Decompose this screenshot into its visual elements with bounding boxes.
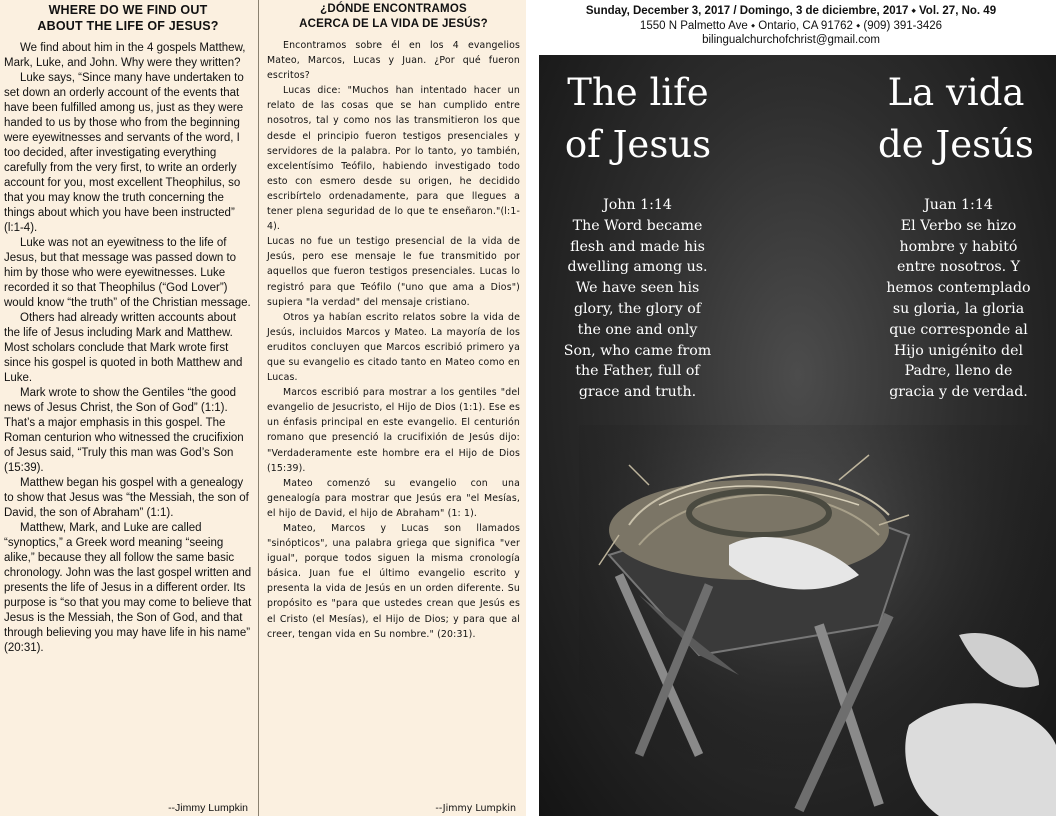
spanish-paragraph: Mateo comenzó su evangelio con una genealogía para mostrar que Jesús era "el Mesías, el hijo de David, el hijo de Abraham" (1: 1). — [267, 477, 520, 519]
spanish-signature: --Jimmy Lumpkin — [435, 803, 516, 814]
spanish-paragraph: Otros ya habían escrito relatos sobre la vida de Jesús, incluidos Marcos y Mateo. La mayoría de los eruditos concluyen que Marcos escribió primero ya que su evangelio es citado tanto en Mateo como en Lucas. — [267, 311, 520, 384]
masthead-address: 1550 N Palmetto Ave ⬩ Ontario, CA 91762 ⬩ (909) 391-3426 — [639, 19, 943, 32]
english-paragraph: Matthew began his gospel with a genealogy to show that Jesus was “the Messiah, the son of David, the son of Abraham” (1:1). — [4, 477, 249, 519]
verse-english: John 1:14 The Word became flesh and made his dwelling among us. We have seen his glory, the glory of the one and only Son, who came from the Father, full of grace and truth. — [563, 197, 712, 401]
spanish-paragraph: Mateo, Marcos y Lucas son llamados "sinópticos", una palabra griega que significa "ver igual", porque todos siguen la misma cronología básica. Juan fue el último evangelio escrito y presenta la vida de Jesús en un orden diferente. Su propósito es "para que ustedes crean que Jesús es el Cristo (el Mesías), el Hijo de Dios; y para que al creer, tengan vida en Su nombre." (20:31). — [267, 523, 520, 640]
cover-photo — [539, 55, 1056, 816]
spanish-article — [258, 0, 526, 816]
english-paragraph: Matthew, Mark, and Luke are called “synoptics,” a Greek word meaning “seeing alike,” because they all follow the same basic chronology. John was the last gospel written and presents the life of Jesus in a different order. Its purpose is “so that you may come to believe that Jesus is the Messiah, the Son of God, and that through believing you may have life in his name” (20:31). — [4, 522, 252, 654]
english-heading: WHERE DO WE FIND OUT ABOUT THE LIFE OF JESUS? — [37, 3, 219, 33]
manger-illustration — [579, 425, 1056, 816]
spanish-paragraph: Encontramos sobre él en los 4 evangelios Mateo, Marcos, Lucas y Juan. ¿Por qué fueron escritos? — [267, 40, 520, 82]
masthead — [526, 0, 1056, 48]
spanish-paragraph: Lucas dice: "Muchos han intentado hacer un relato de las cosas que se han cumplido entre nosotros, tal y como nos las transmitieron los que desde el principio fueron testigos presenciales y servidores de la palabra. Por lo tanto, yo también, excelentísimo Teófilo, habiendo investigado todo esto con esmero desde su origen, he decidido escribírtelo ordenadamente, para que llegues a tener plena seguridad de lo que te enseñaron."(l:1-4). — [267, 85, 520, 233]
english-paragraph: Mark wrote to show the Gentiles “the good news of Jesus Christ, the Son of God” (1:1). That’s a major emphasis in this gospel. The Roman centurion who witnessed the crucifixion of Jesus said, “Truly this man was God’s Son (15:39). — [4, 387, 244, 474]
english-paragraph: Luke says, “Since many have undertaken to set down an orderly account of the events that have been fulfilled among us, just as they were handed to us by those who from the beginning were eyewitnesses and servants of the word, I too decided, after investigating everything carefully from the very first, to write an orderly account for you, most excellent Theophilus, so that you may know the truth concerning the things about which you have been instructed” (l:1-4). — [4, 72, 244, 234]
english-paragraph: Luke was not an eyewitness to the life of Jesus, but that message was passed down to him by those who were eyewitnesses. Luke recorded it so that Theophilus (“God Lover”) would know “the truth” of the Christian message. — [4, 237, 251, 309]
verse-spanish: Juan 1:14 El Verbo se hizo hombre y habitó entre nosotros. Y hemos contemplado su gloria, la gloria que corresponde al Hijo unigénito del Padre, lleno de gracia y de verdad. — [886, 197, 1031, 401]
masthead-email: bilingualchurchofchrist@gmail.com — [702, 34, 880, 46]
spanish-paragraph: Marcos escribió para mostrar a los gentiles "del evangelio de Jesucristo, el Hijo de Dios (1:1). Ese es un énfasis principal en este evangelio. El centurión romano que presenció la crucifixión de Jesús dijo: "Verdaderamente este hombre era el Hijo de Dios (15:39). — [267, 387, 520, 474]
cover-title-spanish: La vida de Jesús — [878, 71, 1034, 166]
cover-panel — [526, 0, 1056, 816]
english-signature: --Jimmy Lumpkin — [168, 802, 248, 814]
english-paragraph: We find about him in the 4 gospels Matthew, Mark, Luke, and John. Why were they written? — [4, 42, 246, 69]
english-article — [0, 0, 258, 816]
spanish-paragraph: Lucas no fue un testigo presencial de la vida de Jesús, pero ese mensaje le fue transmitido por aquellos que fueron testigos presenciales. Lucas lo registró para que Teófilo ("uno que ama a Dios") supiera "la verdad" del mensaje cristiano. — [267, 236, 520, 308]
masthead-date: Sunday, December 3, 2017 / Domingo, 3 de diciembre, 2017 ⬩ Vol. 27, No. 49 — [585, 5, 997, 17]
spanish-heading: ¿DÓNDE ENCONTRAMOS ACERCA DE LA VIDA DE JESÚS? — [299, 3, 488, 30]
english-paragraph: Others had already written accounts about the life of Jesus including Mark and Matthew. Most scholars conclude that Mark wrote first since his gospel is quoted in both Matthew and Luke. — [4, 312, 243, 384]
cover-title-english: The life of Jesus — [564, 71, 712, 166]
